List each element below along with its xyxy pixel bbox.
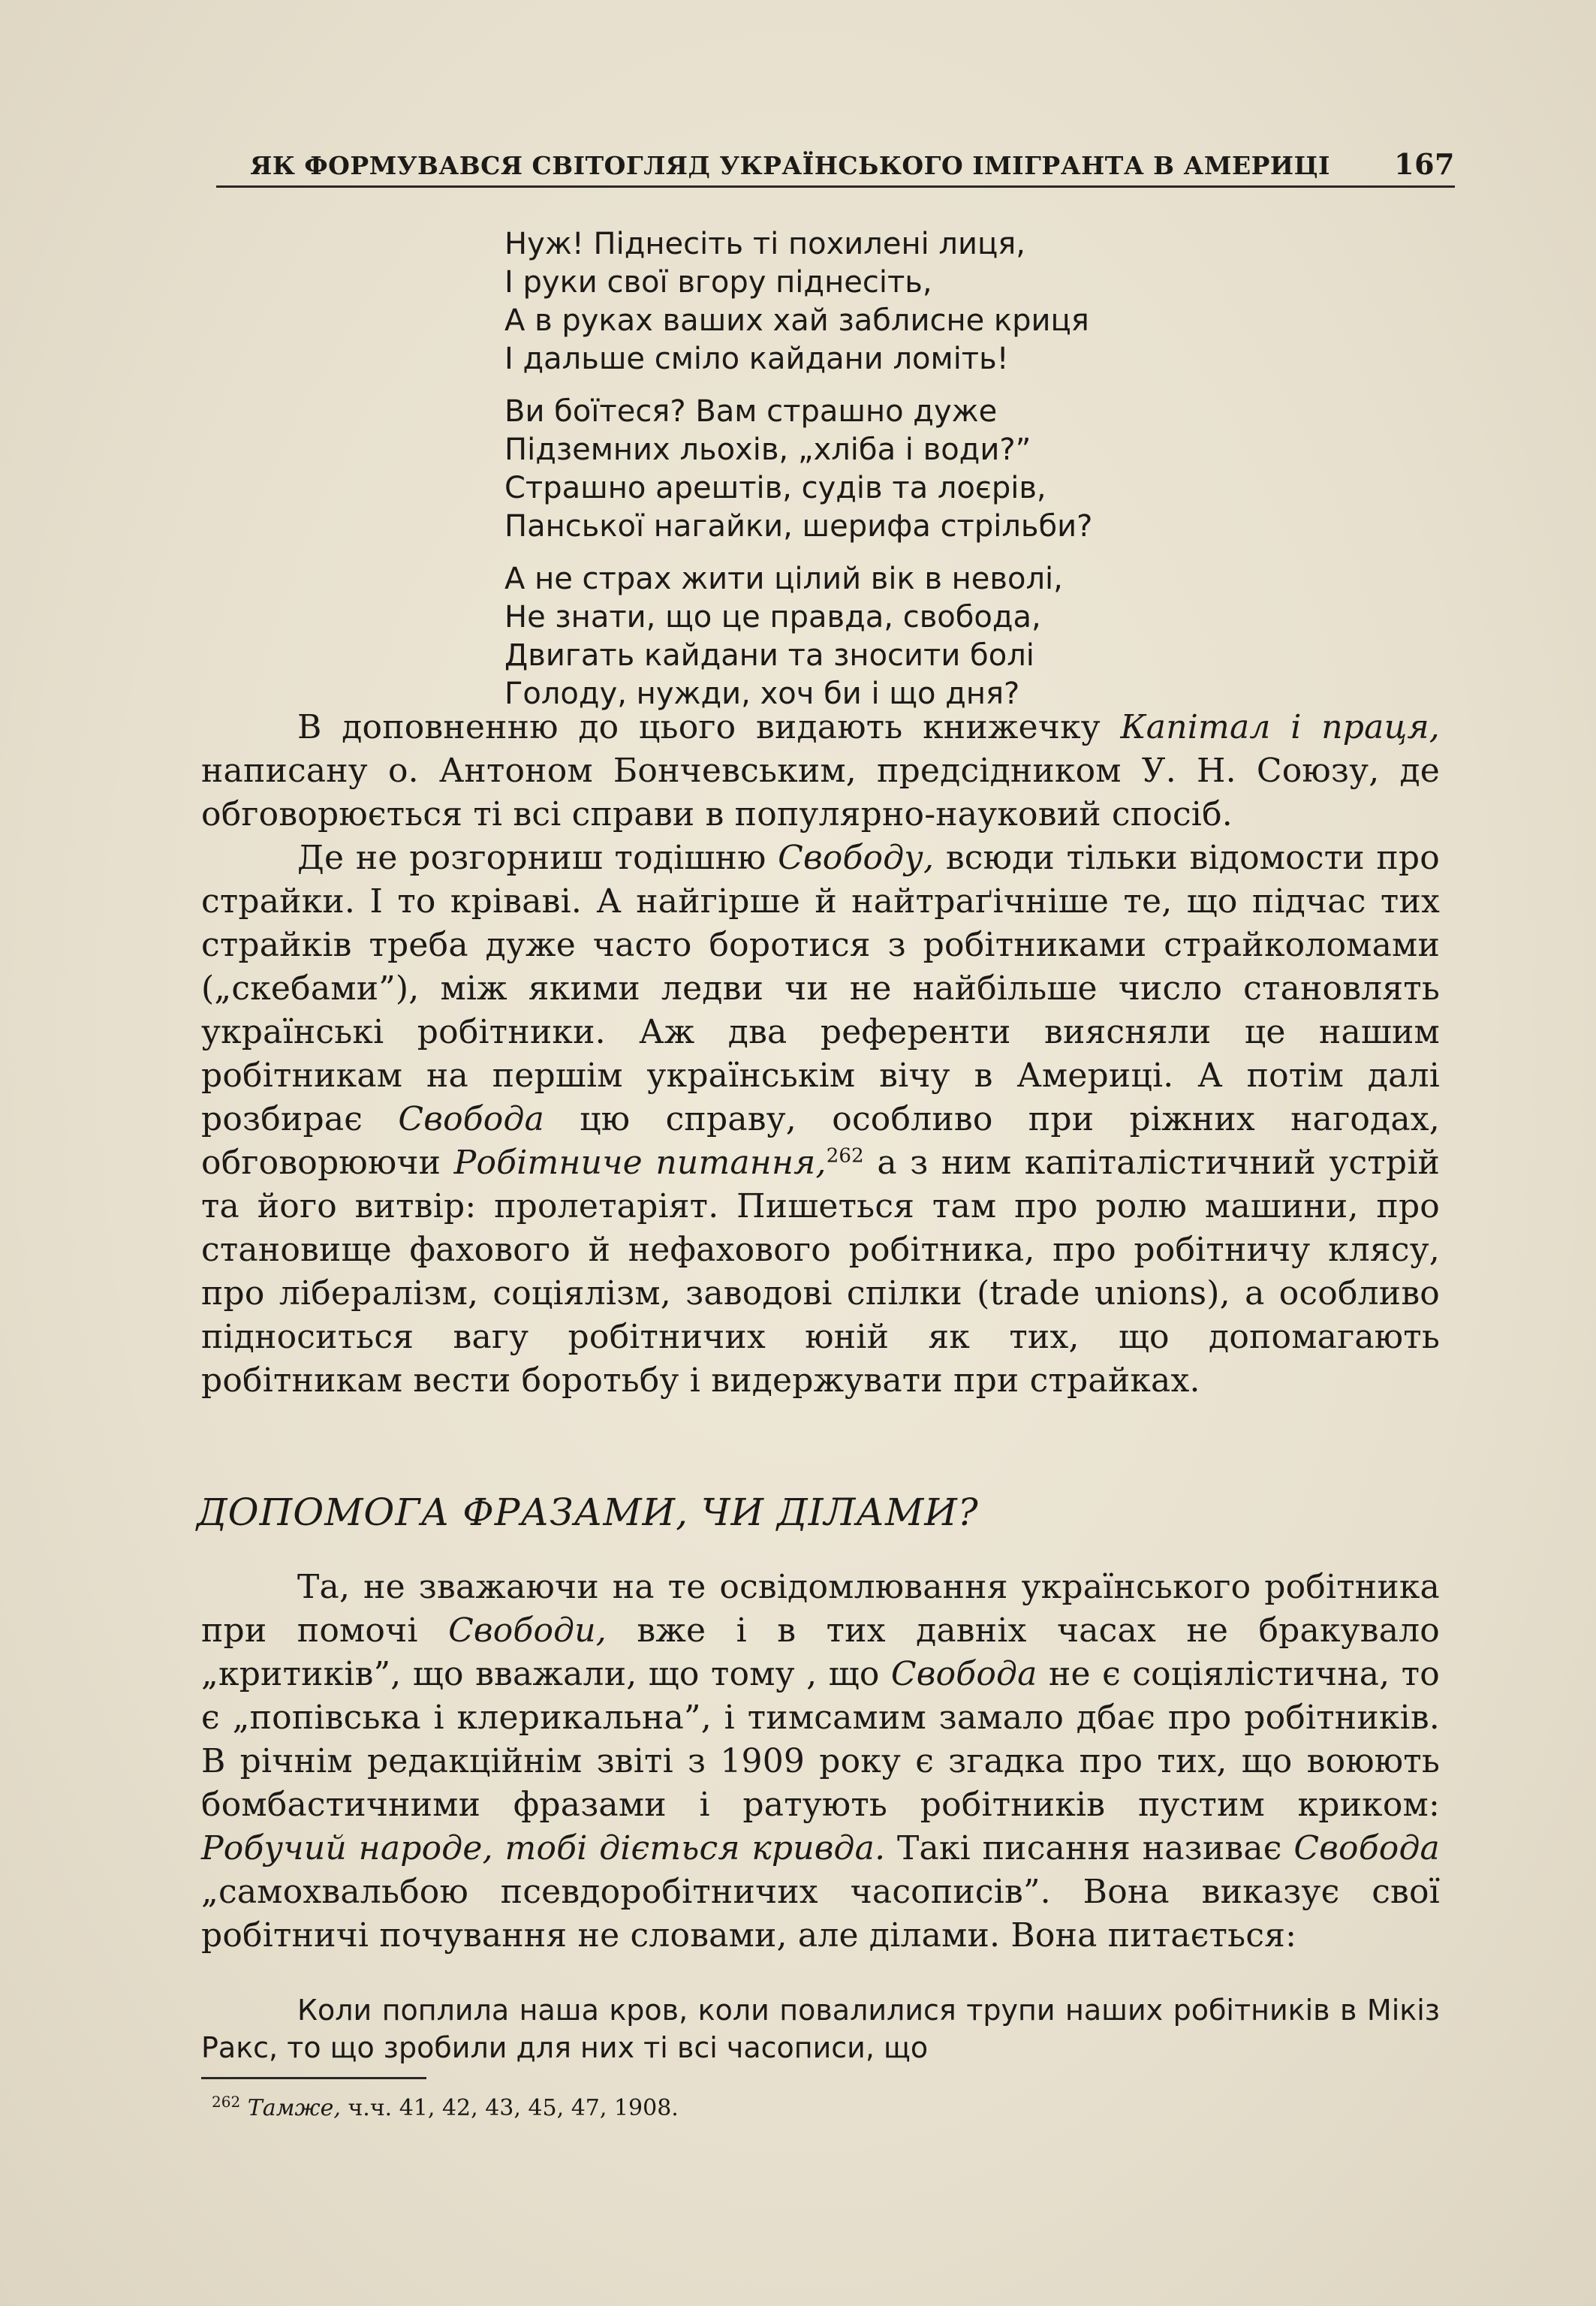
body-text-lower <box>201 1566 1440 1958</box>
newspaper-title-italic: Свободи, <box>448 1611 607 1650</box>
poem-line: Ви боїтеся? Вам страшно дуже <box>504 394 998 429</box>
text-run: написану о. Антоном Бончевським, предсідником У. Н. Союзу, де обговорюється ті всі справи в популярно-науковий спосіб. <box>201 752 1440 833</box>
paragraph-3 <box>201 1566 1440 1958</box>
newspaper-title-italic: Свобода <box>398 1100 545 1138</box>
poem-stanza-1 <box>504 225 1405 378</box>
header-rule <box>216 185 1455 188</box>
quote-text: Коли поплила наша кров, коли повалилися трупи наших робітників в Мікіз Ракс, то що зробили для них ті всі часописи, що <box>201 1994 1440 2064</box>
footnote-rule <box>201 2077 426 2079</box>
footnote-marker: 262 <box>826 1144 864 1168</box>
text-run: не є соціялістична, то є „попівська і клерикальна”, і тимсамим замало дбає про робітників. В річнім редакційнім звіті з 1909 року є згадка про тих, що воюють бомбастичними фразами і ратують робітників пустим криком: <box>201 1655 1440 1824</box>
newspaper-title-italic: Свобода <box>1293 1829 1440 1867</box>
text-run: „самохвальбою псевдоробітничих часописів”. Вона виказує свої робітничі почування не словами, але ділами. Вона питається: <box>201 1873 1440 1955</box>
footnote <box>212 2095 679 2121</box>
poem-line: І дальше сміло кайдани ломіть! <box>504 342 1009 376</box>
poem-line: А не страх жити цілий вік в неволі, <box>504 562 1063 596</box>
text-run: а з ним капіталістичний устрій та його витвір: пролетаріят. Пишеться там про ролю машини, про становище фахового й нефахового робітника, про робітничу клясу, про лібералізм, соціялізм, заводові спілки (trade unions), а особливо підноситься вагу робітничих юній як тих, що допомагають робітникам вести боротьбу і видержувати при страйках. <box>201 1144 1441 1400</box>
book-title-italic: Капітал і праця, <box>1120 708 1440 746</box>
page-number: 167 <box>1394 147 1455 181</box>
text-run: Де не розгорниш тодішню <box>297 839 778 877</box>
footnote-number: 262 <box>212 2093 241 2111</box>
poem-line: Двигать кайдани та зносити болі <box>504 638 1034 673</box>
block-quote <box>201 1991 1440 2066</box>
poem-stanza-3 <box>504 560 1405 713</box>
poem-line: І руки свої вгору піднесіть, <box>504 265 932 300</box>
poem-line: Панської нагайки, шерифа стрільби? <box>504 509 1093 544</box>
running-head <box>216 147 1455 181</box>
section-heading: ДОПОМОГА ФРАЗАМИ, ЧИ ДІЛАМИ? <box>197 1491 979 1534</box>
newspaper-title-italic: Свободу, <box>778 839 935 877</box>
text-run: Такі писання називає <box>885 1829 1294 1867</box>
poem-line: Не знати, що це правда, свобода, <box>504 600 1041 635</box>
poem <box>504 225 1405 728</box>
quoted-slogan-italic: Робучий народе, тобі діється кривда. <box>201 1829 886 1867</box>
newspaper-title-italic: Свобода <box>890 1655 1037 1693</box>
running-head-title: ЯК ФОРМУВАВСЯ СВІТОГЛЯД УКРАЇНСЬКОГО ІМІГРАНТА В АМЕРИЦІ <box>250 151 1330 180</box>
poem-line: Голоду, нужди, хоч би і що дня? <box>504 677 1020 711</box>
text-run: цю справу, особливо при ріжних нагодах, обговорюючи <box>201 1100 1440 1182</box>
text-run: всюди тільки відомости про страйки. І то кріваві. А найгірше й найтраґічніше те, що підчас тих страйків треба дуже часто боротися з робітниками страйколомами („скебами”), між якими ледви чи не найбільше число становлять українські робітники. Аж два референти виясняли це нашим робітникам на першім українськім вічу в Америці. А потім далі розбирає <box>201 839 1440 1138</box>
poem-line: А в руках ваших хай заблисне криця <box>504 303 1089 338</box>
body-text-upper <box>201 706 1440 1403</box>
paragraph-2 <box>201 836 1440 1403</box>
footnote-text: ч.ч. 41, 42, 43, 45, 47, 1908. <box>340 2095 679 2121</box>
text-run: В доповненню до цього видають книжечку <box>297 708 1121 746</box>
article-title-italic: Робітниче питання, <box>453 1144 827 1182</box>
poem-stanza-2 <box>504 393 1405 546</box>
poem-line: Підземних льохів, „хліба і води?” <box>504 433 1031 467</box>
poem-line: Страшно арештів, судів та лоєрів, <box>504 471 1046 505</box>
footnote-source: Тамже, <box>247 2095 341 2121</box>
paragraph-1 <box>201 706 1440 836</box>
poem-line: Нуж! Піднесіть ті похилені лиця, <box>504 227 1025 261</box>
text-run: Та, не зважаючи на те освідомлювання українського робітника при помочі <box>201 1568 1440 1650</box>
text-run: вже і в тих давніх часах не бракувало „критиків”, що вважали, що тому , що <box>201 1611 1440 1693</box>
